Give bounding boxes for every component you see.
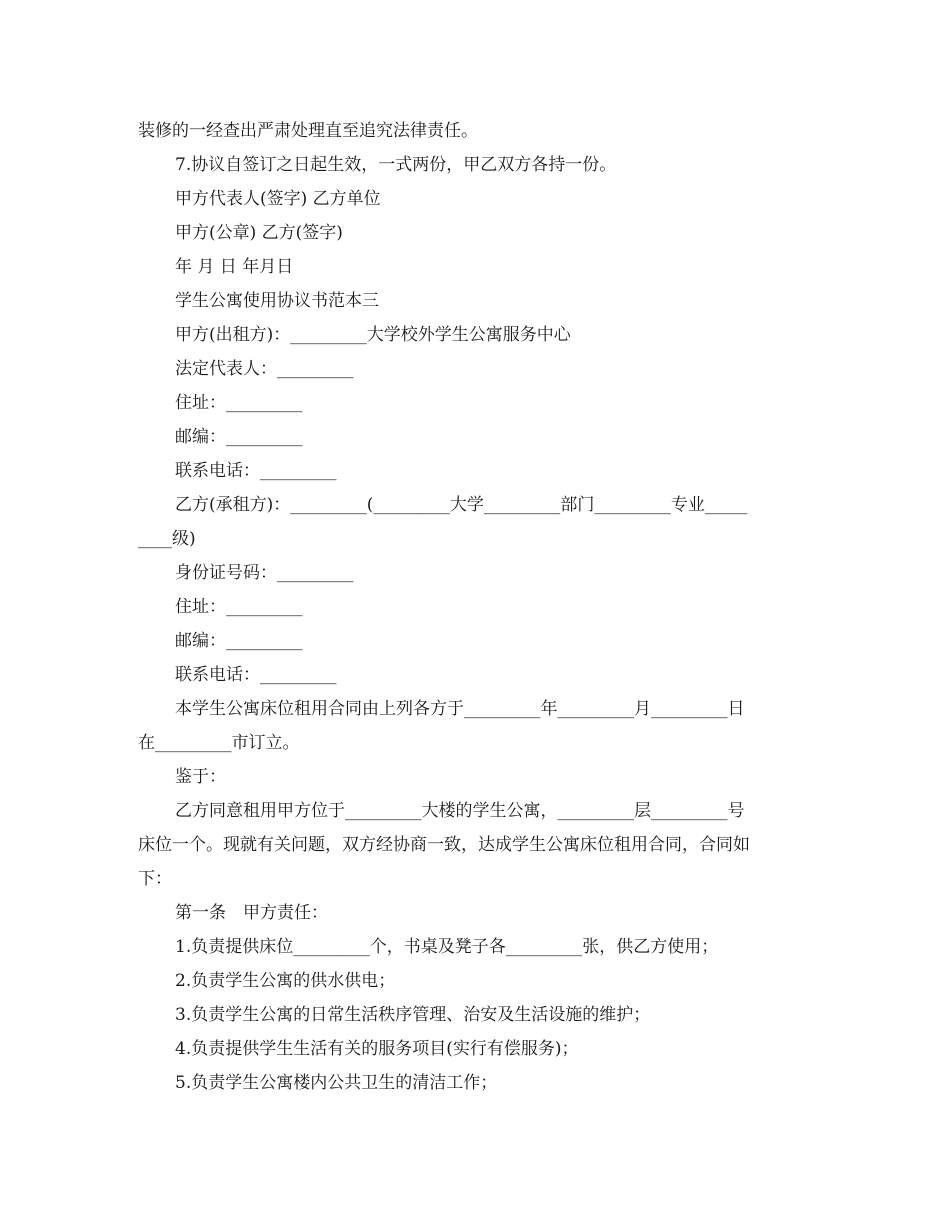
text-line: ____级) bbox=[138, 529, 196, 549]
text-line: 鉴于： bbox=[175, 767, 226, 787]
text-line: 甲方(出租方)：_________大学校外学生公寓服务中心 bbox=[175, 325, 571, 345]
text-line: 床位一个。现就有关问题，双方经协商一致，达成学生公寓床位租用合同，合同如 bbox=[138, 835, 750, 855]
text-line: 住址：_________ bbox=[175, 393, 303, 413]
text-line: 联系电话：_________ bbox=[175, 461, 337, 481]
text-line: 5.负责学生公寓楼内公共卫生的清洁工作； bbox=[175, 1073, 498, 1093]
text-line: 联系电话：_________ bbox=[175, 665, 337, 685]
text-line: 邮编：_________ bbox=[175, 631, 303, 651]
text-line: 甲方(公章) 乙方(签字) bbox=[175, 223, 343, 243]
text-line: 7.协议自签订之日起生效，一式两份，甲乙双方各持一份。 bbox=[175, 155, 617, 175]
text-line: 本学生公寓床位租用合同由上列各方于_________年_________月_________日 bbox=[175, 699, 745, 719]
text-line: 2.负责学生公寓的供水供电； bbox=[175, 971, 396, 991]
text-line: 年 月 日 年月日 bbox=[175, 257, 294, 277]
clause-heading: 第一条 甲方责任： bbox=[175, 903, 328, 923]
text-line: 甲方代表人(签字) 乙方单位 bbox=[175, 189, 381, 209]
text-line: 邮编：_________ bbox=[175, 427, 303, 447]
text-line: 乙方同意租用甲方位于_________大楼的学生公寓，_________层_________号 bbox=[175, 801, 745, 821]
text-line: 身份证号码：_________ bbox=[175, 563, 354, 583]
section-title: 学生公寓使用协议书范本三 bbox=[175, 291, 379, 311]
text-line: 4.负责提供学生生活有关的服务项目(实行有偿服务)； bbox=[175, 1039, 579, 1059]
text-line: 3.负责学生公寓的日常生活秩序管理、治安及生活设施的维护； bbox=[175, 1005, 651, 1025]
text-line: 住址：_________ bbox=[175, 597, 303, 617]
text-line: 1.负责提供床位_________个，书桌及凳子各_________张，供乙方使用； bbox=[175, 937, 719, 957]
text-line: 在_________市订立。 bbox=[138, 733, 300, 753]
document-body bbox=[138, 114, 814, 1100]
text-line: 乙方(承租方)：_________(_________大学_________部门_________专业_____ bbox=[175, 495, 748, 515]
text-line: 法定代表人：_________ bbox=[175, 359, 354, 379]
text-line: 装修的一经查出严肃处理直至追究法律责任。 bbox=[138, 121, 478, 141]
text-line: 下： bbox=[138, 869, 172, 889]
